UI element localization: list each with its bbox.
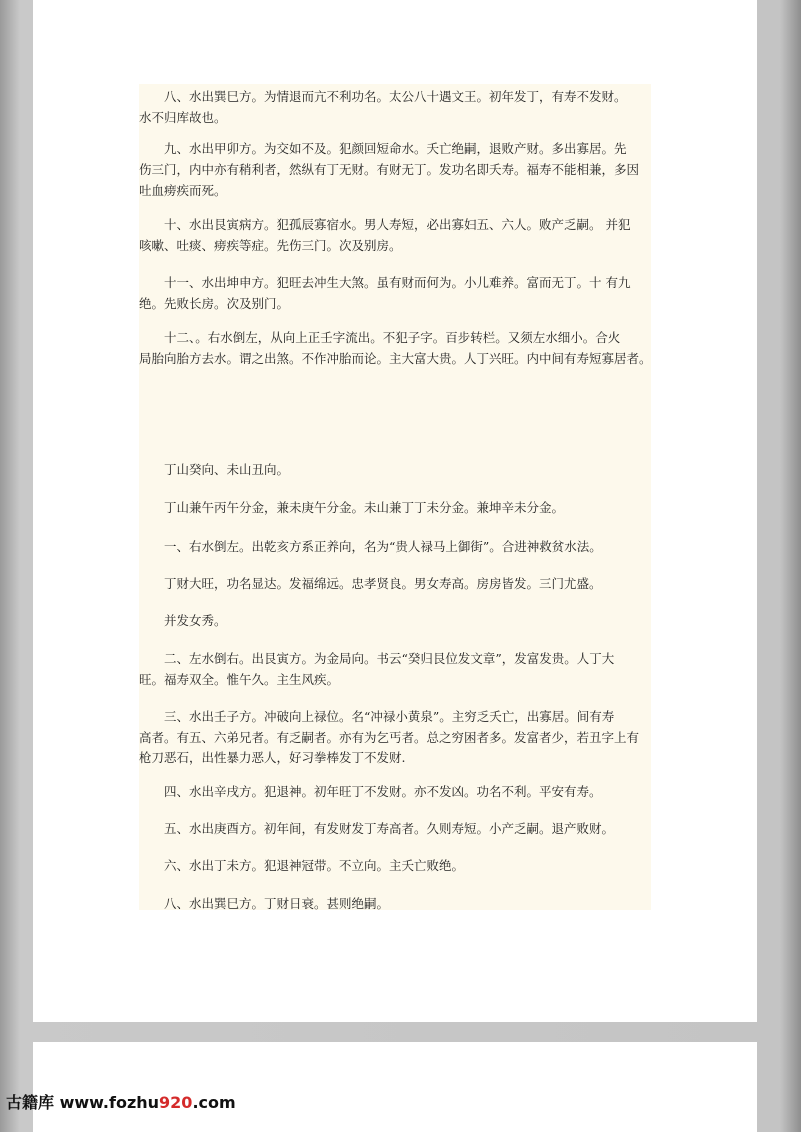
text-line: 伤三门，内中亦有稍利者，然纵有丁无财。有财无丁。发功名即夭寿。福寿不能相兼，多因 — [139, 162, 640, 177]
text-line: 四、水出辛戌方。犯退神。初年旺丁不发财。亦不发凶。功名不利。平安有寿。 — [139, 784, 602, 799]
text-line: 局胎向胎方去水。谓之出煞。不作冲胎而论。主大富大贵。人丁兴旺。内中间有寿短寡居者。 — [139, 351, 652, 366]
text-line: 八、水出巽巳方。丁财日衰。甚则绝嗣。 — [139, 896, 390, 911]
text-line: 十一、水出坤申方。犯旺去冲生大煞。虽有财而何为。小儿难养。富而无丁。十 有九 — [139, 275, 631, 290]
text-line: 旺。福寿双全。惟午久。主生风疾。 — [139, 672, 340, 687]
text-line: 十二、。右水倒左，从向上正壬字流出。不犯子字。百步转栏。又须左水细小。合火 — [139, 330, 621, 345]
text-line: 八、水出巽巳方。为情退而亢不利功名。太公八十遇文王。初年发丁，有寿不发财。 — [139, 89, 627, 104]
watermark-site-name: 古籍库 — [6, 1093, 55, 1112]
next-document-page — [33, 1042, 757, 1132]
text-line: 绝。先败长房。次及别门。 — [139, 296, 290, 311]
text-line: 吐血痨疾而死。 — [139, 183, 227, 198]
text-line: 三、水出壬子方。冲破向上禄位。名“冲禄小黄泉”。主穷乏夭亡，出寡居。间有寿 — [139, 709, 615, 724]
text-line: 六、水出丁未方。犯退神冠带。不立向。主夭亡败绝。 — [139, 858, 465, 873]
text-line: 丁财大旺，功名显达。发福绵远。忠孝贤良。男女寿高。房房皆发。三门尤盛。 — [139, 576, 602, 591]
watermark-url-number: 920 — [159, 1093, 193, 1112]
text-line: 水不归库故也。 — [139, 110, 227, 125]
text-line: 高者。有五、六弟兄者。有乏嗣者。亦有为乞丐者。总之穷困者多。发富者少，若丑字上有 — [139, 730, 640, 745]
text-line: 五、水出庚酉方。初年间，有发财发丁寿高者。久则寿短。小产乏嗣。退产败财。 — [139, 821, 615, 836]
text-line: 一、右水倒左。出乾亥方系正养向，名为“贵人禄马上御街”。合进神救贫水法。 — [139, 539, 602, 554]
text-line: 丁山癸向、未山丑向。 — [139, 462, 290, 477]
watermark-url-prefix: www.fozhu — [54, 1093, 160, 1112]
text-line: 九、水出甲卯方。为交如不及。犯颜回短命水。夭亡绝嗣，退败产财。多出寡居。先 — [139, 141, 627, 156]
text-line: 二、左水倒右。出艮寅方。为金局向。书云“癸归艮位发文章”，发富发贵。人丁大 — [139, 651, 615, 666]
site-watermark — [6, 1090, 236, 1114]
text-line: 咳嗽、吐痰、痨疾等症。先伤三门。次及别房。 — [139, 238, 402, 253]
text-line: 丁山兼午丙午分金，兼未庚午分金。未山兼丁丁未分金。兼坤辛未分金。 — [139, 500, 565, 515]
text-line: 并发女秀。 — [139, 613, 227, 628]
text-line: 枪刀恶石，出性暴力恶人，好习拳棒发丁不发财. — [139, 750, 406, 765]
text-line: 十、水出艮寅病方。犯孤辰寡宿水。男人寿短，必出寡妇五、六人。败产乏嗣。 并犯 — [139, 217, 631, 232]
watermark-url-suffix: .com — [192, 1093, 236, 1112]
